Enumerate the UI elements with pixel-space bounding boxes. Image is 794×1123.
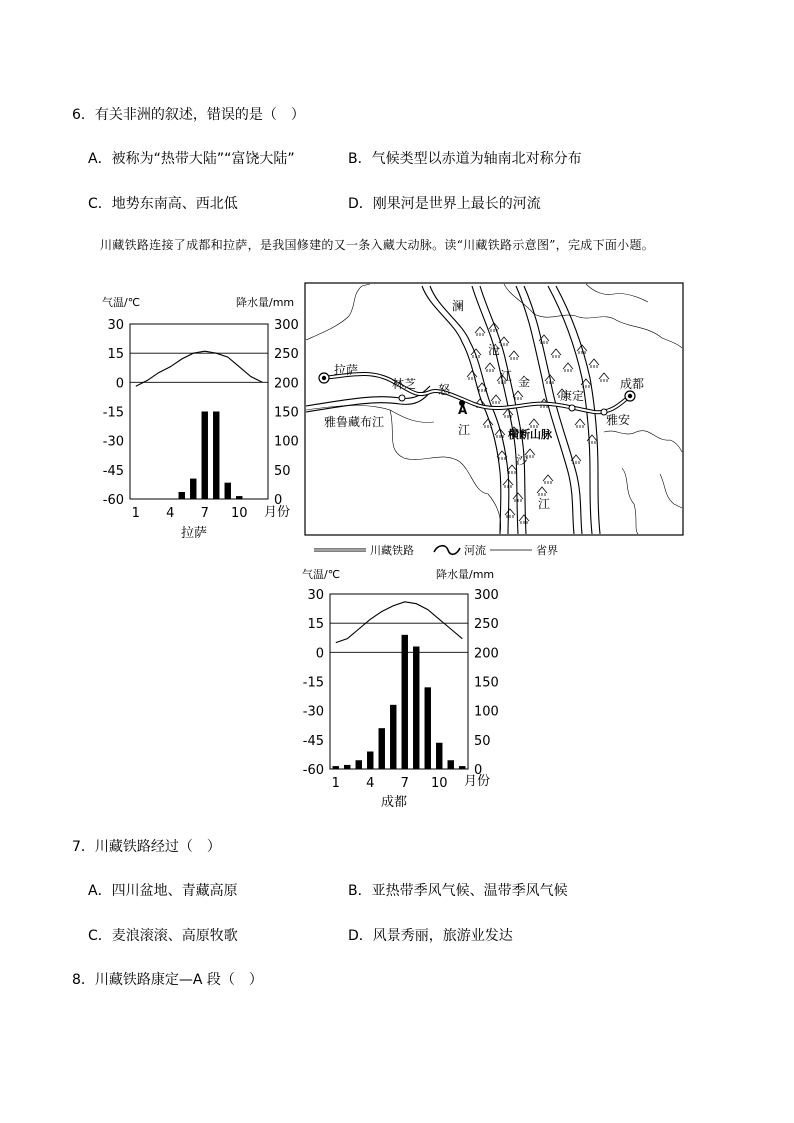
- precip-ticks: [474, 588, 499, 778]
- river-symbol-icon: [434, 546, 460, 555]
- precip-tick-label: 150: [274, 405, 299, 421]
- label-kangding: 康定: [560, 389, 585, 403]
- precip-tick-label: 50: [474, 733, 491, 749]
- q7-option-b[interactable]: B．亚热带季风气候、温带季风气候: [348, 883, 568, 899]
- chengdu-climate-chart: [296, 564, 510, 816]
- precip-bar: [356, 760, 362, 769]
- legend-river: 河流: [464, 544, 486, 557]
- precip-bar: [402, 635, 408, 769]
- precip-tick-label: 200: [274, 376, 299, 392]
- x-tick-label: 7: [200, 506, 209, 521]
- label-cang: 沧: [488, 343, 501, 357]
- temp-tick-label: -45: [102, 463, 124, 479]
- temperature-line: [136, 351, 262, 386]
- precip-bar: [459, 766, 465, 769]
- lhasa-climate-chart: [96, 292, 306, 544]
- precip-bars: [333, 635, 466, 769]
- x-tick-label: 1: [331, 776, 340, 791]
- city-label: 拉萨: [180, 526, 208, 541]
- temp-tick-label: -15: [302, 675, 324, 691]
- precip-tick-label: 300: [274, 318, 299, 333]
- label-jiang2: 江: [458, 423, 471, 437]
- label-chengdu: 成都: [620, 377, 645, 391]
- x-tick-label: 4: [366, 776, 375, 791]
- temp-ticks: [303, 588, 324, 778]
- precip-bar: [390, 705, 396, 769]
- precip-bar: [448, 760, 454, 769]
- label-hengduan: 横断山脉: [508, 428, 552, 441]
- temp-tick-label: -30: [102, 434, 124, 450]
- question-6-stem: 6．有关非洲的叙述，错误的是（ ）: [72, 107, 305, 123]
- q6-option-b[interactable]: B．气候类型以赤道为轴南北对称分布: [348, 151, 582, 167]
- precip-bar: [213, 412, 219, 500]
- temp-tick-label: 30: [307, 588, 324, 603]
- q6-option-c[interactable]: C．地势东南高、西北低: [88, 196, 238, 212]
- label-yaan: 雅安: [606, 413, 631, 427]
- precip-bar: [413, 647, 419, 770]
- precip-ticks: [274, 318, 299, 508]
- temp-tick-label: 15: [107, 347, 124, 363]
- label-lan: 澜: [452, 299, 465, 313]
- x-tick-label: 1: [131, 506, 140, 521]
- q7-option-a[interactable]: A．四川盆地、青藏高原: [88, 883, 238, 899]
- precip-bar: [436, 743, 442, 769]
- temp-tick-label: -60: [102, 493, 124, 508]
- precip-bar: [179, 492, 185, 499]
- precip-tick-label: 0: [274, 493, 283, 508]
- precip-bar: [425, 687, 431, 769]
- question-7-stem: 7．川藏铁路经过（ ）: [72, 839, 221, 855]
- precip-tick-label: 200: [474, 646, 499, 662]
- question-8-stem: 8．川藏铁路康定—A 段（ ）: [72, 972, 263, 988]
- precip-bar: [202, 412, 208, 500]
- precip-tick-label: 50: [274, 463, 291, 479]
- x-unit: 月份: [264, 505, 291, 520]
- map-legend: [314, 543, 558, 557]
- precip-tick-label: 300: [474, 588, 499, 603]
- label-nu: 怒: [438, 383, 451, 397]
- label-jin: 金: [518, 375, 531, 389]
- temp-axis-label: 气温/℃: [302, 568, 341, 581]
- precip-bars: [179, 412, 243, 500]
- temp-tick-label: -60: [302, 763, 324, 778]
- label-jiang1: 江: [500, 369, 513, 383]
- x-tick-label: 10: [430, 776, 448, 791]
- plot-frame: [130, 324, 268, 499]
- precip-bar: [333, 766, 339, 769]
- precip-tick-label: 0: [474, 763, 483, 778]
- precip-tick-label: 100: [274, 434, 299, 450]
- temp-tick-label: -15: [102, 405, 124, 421]
- x-tick-label: 7: [400, 776, 409, 791]
- precip-bar: [236, 496, 242, 499]
- precip-tick-label: 150: [474, 675, 499, 691]
- label-sha: 沙: [516, 453, 529, 467]
- plot-frame: [330, 594, 468, 769]
- q6-option-d[interactable]: D．刚果河是世界上最长的河流: [348, 196, 541, 212]
- precip-bar: [225, 483, 231, 499]
- passage-intro: 川藏铁路连接了成都和拉萨，是我国修建的又一条入藏大动脉。读“川藏铁路示意图”，完成下面小题。: [100, 238, 655, 252]
- q7-option-c[interactable]: C．麦浪滚滚、高原牧歌: [88, 928, 238, 944]
- x-unit: 月份: [464, 774, 491, 789]
- q7-option-d[interactable]: D．风景秀丽，旅游业发达: [348, 928, 513, 944]
- legend-railway: 川藏铁路: [370, 544, 414, 557]
- precip-tick-label: 250: [474, 617, 499, 633]
- temp-axis-label: 气温/℃: [102, 296, 141, 309]
- x-ticks: [332, 776, 448, 791]
- precip-bar: [190, 479, 196, 499]
- temp-tick-label: 0: [115, 376, 124, 392]
- gridlines: [130, 324, 268, 499]
- x-tick-label: 10: [230, 506, 248, 521]
- railway-map: [304, 282, 686, 562]
- precip-bar: [379, 728, 385, 769]
- city-label: 成都: [380, 795, 408, 810]
- x-ticks: [132, 506, 248, 521]
- precip-axis-label: 降水量/mm: [236, 296, 295, 309]
- temp-tick-label: 0: [315, 646, 324, 662]
- temp-tick-label: 30: [107, 318, 124, 333]
- label-lhasa: 拉萨: [334, 363, 359, 377]
- label-linzhi: 林芝: [392, 377, 417, 391]
- precip-axis-label: 降水量/mm: [436, 568, 495, 581]
- precip-bar: [367, 752, 373, 770]
- label-a: A: [458, 403, 468, 417]
- label-yarlung: 雅鲁藏布江: [324, 415, 385, 429]
- label-jiang3: 江: [538, 497, 551, 511]
- precip-tick-label: 250: [274, 347, 299, 363]
- q6-option-a[interactable]: A．被称为“热带大陆”“富饶大陆”: [88, 151, 295, 167]
- gridlines: [330, 594, 468, 769]
- temp-tick-label: -45: [302, 733, 324, 749]
- x-tick-label: 4: [166, 506, 175, 521]
- precip-tick-label: 100: [474, 704, 499, 720]
- legend-border: 省界: [536, 544, 558, 557]
- precip-bar: [344, 765, 350, 769]
- temp-tick-label: -30: [302, 704, 324, 720]
- temp-tick-label: 15: [307, 617, 324, 633]
- temp-ticks: [103, 318, 124, 508]
- temperature-line: [336, 602, 463, 643]
